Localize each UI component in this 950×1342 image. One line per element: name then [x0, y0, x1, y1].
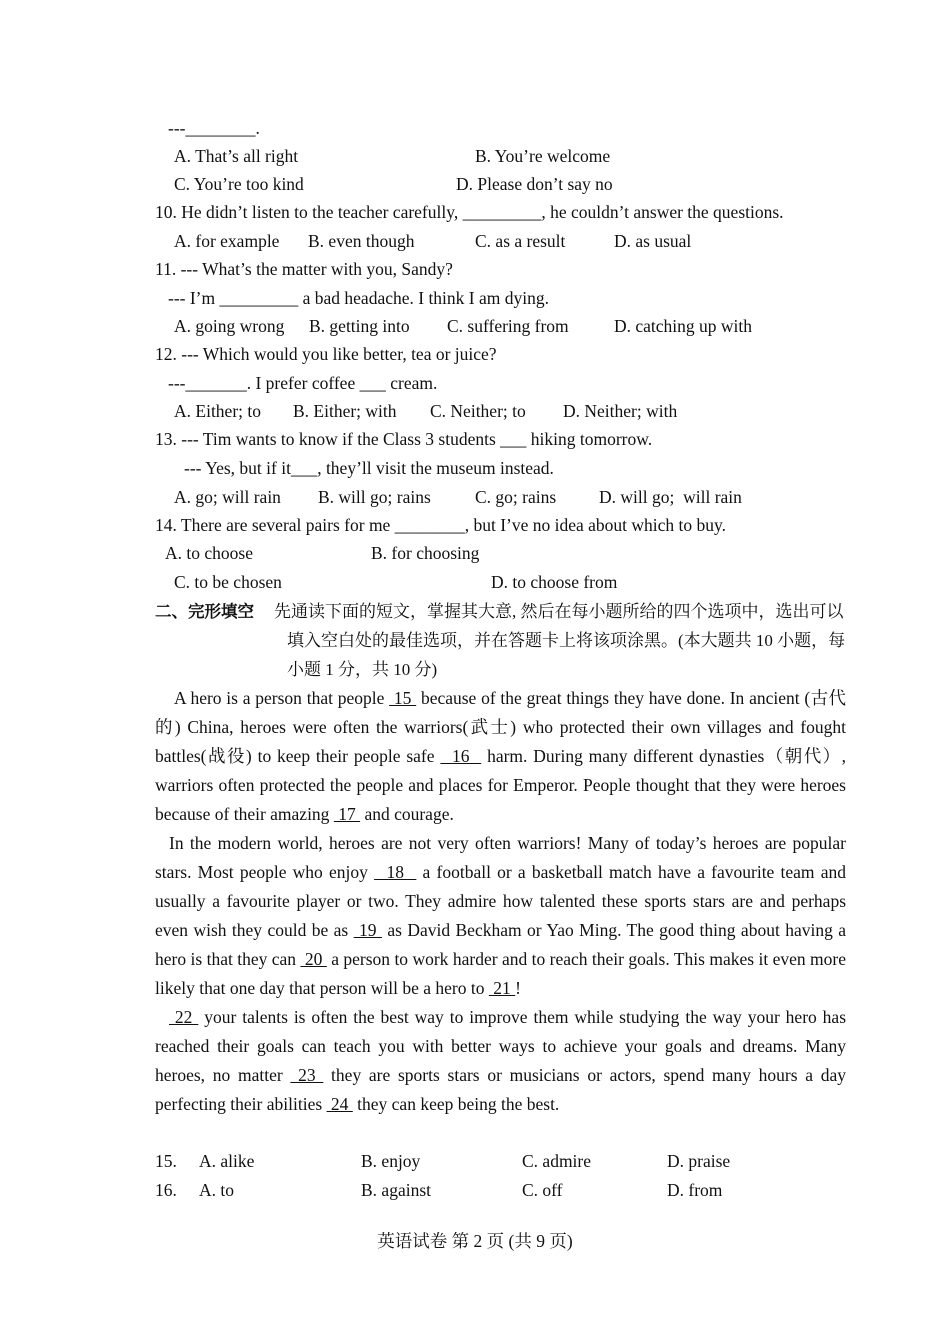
q9-option-b: B. You’re welcome: [475, 146, 611, 166]
q11-line2: --- I’m _________ a bad headache. I think I am dying.: [168, 288, 549, 308]
q15-number: 15.: [155, 1151, 177, 1171]
q13-option-d: D. will go; will rain: [599, 487, 742, 507]
passage-paragraph-1: A hero is a person that people 15 because of the great things they have done. In ancient (古代的) China, heroes were often the warriors(武士) who protected their own villages and fought battles(战役) to keep their people safe 16 harm. During many different dynasties（朝代）, warriors often protected the people and places for Emperor. People thought that they were heroes because of their amazing 17 and courage.: [155, 688, 846, 824]
blank-22: 22: [169, 1007, 199, 1027]
page-footer: 英语试卷 第 2 页 (共 9 页): [377, 1231, 573, 1251]
q10-option-c: C. as a result: [475, 231, 566, 251]
blank-16: 16: [440, 746, 482, 766]
q10-stem: 10. He didn’t listen to the teacher carefully, _________, he couldn’t answer the questions.: [155, 202, 784, 222]
q14-option-a: A. to choose: [165, 543, 253, 563]
q16-option-c: C. off: [522, 1180, 563, 1200]
q9-option-a: A. That’s all right: [174, 146, 299, 166]
passage: [155, 684, 846, 1119]
q12-option-b: B. Either; with: [293, 401, 397, 421]
q12-option-d: D. Neither; with: [563, 401, 678, 421]
blank-19: 19: [353, 920, 382, 940]
q13-stem: 13. --- Tim wants to know if the Class 3 students ___ hiking tomorrow.: [155, 429, 653, 449]
q11-stem: 11. --- What’s the matter with you, Sandy?: [155, 259, 453, 279]
q16-option-d: D. from: [667, 1180, 723, 1200]
q11-option-a: A. going wrong: [174, 316, 285, 336]
passage-paragraph-2: In the modern world, heroes are not very often warriors! Many of today’s heroes are popular stars. Most people who enjoy 18 a football or a basketball match have a favourite team and usually a favourite player or two. They admire how talented these sports stars are and perhaps even wish they could be as 19 as David Beckham or Yao Ming. The good thing about having a hero is that they can 20 a person to work harder and to reach their goals. This makes it even more likely that one day that person will be a hero to 21 !: [155, 833, 847, 998]
q9-option-c: C. You’re too kind: [174, 174, 304, 194]
q9-option-d: D. Please don’t say no: [456, 174, 613, 194]
q14-option-b: B. for choosing: [371, 543, 480, 563]
blank-23: 23: [290, 1065, 324, 1085]
q12-stem: 12. --- Which would you like better, tea or juice?: [155, 344, 497, 364]
q14-stem: 14. There are several pairs for me ________, but I’ve no idea about which to buy.: [155, 515, 727, 535]
q13-option-c: C. go; rains: [475, 487, 557, 507]
blank-17: 17: [333, 804, 361, 824]
q14-option-c: C. to be chosen: [174, 572, 282, 592]
q15-option-a: A. alike: [199, 1151, 255, 1171]
section-instruction-text: 先通读下面的短文，掌握其大意, 然后在每小题所给的四个选项中，选出可以填入空白处的最佳选项，并在答题卡上将该项涂黑。(本大题共 10 小题，每小题 1 分，共 10 分): [274, 602, 846, 679]
q10-option-b: B. even though: [308, 231, 415, 251]
q13-option-a: A. go; will rain: [174, 487, 281, 507]
q14-option-d: D. to choose from: [491, 572, 618, 592]
q12-option-c: C. Neither; to: [430, 401, 526, 421]
q15-option-b: B. enjoy: [361, 1151, 421, 1171]
q11-option-d: D. catching up with: [614, 316, 753, 336]
section-instruction: [274, 597, 847, 684]
q16-option-a: A. to: [199, 1180, 234, 1200]
q15-option-d: D. praise: [667, 1151, 731, 1171]
q10-option-a: A. for example: [174, 231, 280, 251]
passage-paragraph-3: 22 your talents is often the best way to improve them while studying the way your hero has reached their goals can teach you with better ways to achieve your goals and dreams. Many heroes, no matter 23 they are sports stars or musicians or actors, spend many hours a day perfecting their abilities 24 they can keep being the best.: [155, 1007, 847, 1114]
q12-line2: ---_______. I prefer coffee ___ cream.: [168, 373, 438, 393]
section-title: 二、完形填空: [155, 602, 254, 621]
q10-option-d: D. as usual: [614, 231, 692, 251]
q11-option-b: B. getting into: [309, 316, 410, 336]
blank-21: 21: [488, 978, 516, 998]
q12-option-a: A. Either; to: [174, 401, 261, 421]
blank-15: 15: [389, 688, 417, 708]
blank-18: 18: [374, 862, 417, 882]
q13-line2: --- Yes, but if it___, they’ll visit the museum instead.: [184, 458, 554, 478]
blank-24: 24: [326, 1094, 353, 1114]
q9-answer-line: ---________.: [168, 118, 260, 138]
blank-20: 20: [300, 949, 327, 969]
q16-number: 16.: [155, 1180, 177, 1200]
q13-option-b: B. will go; rains: [318, 487, 431, 507]
q16-option-b: B. against: [361, 1180, 431, 1200]
q11-option-c: C. suffering from: [447, 316, 569, 336]
q15-option-c: C. admire: [522, 1151, 592, 1171]
